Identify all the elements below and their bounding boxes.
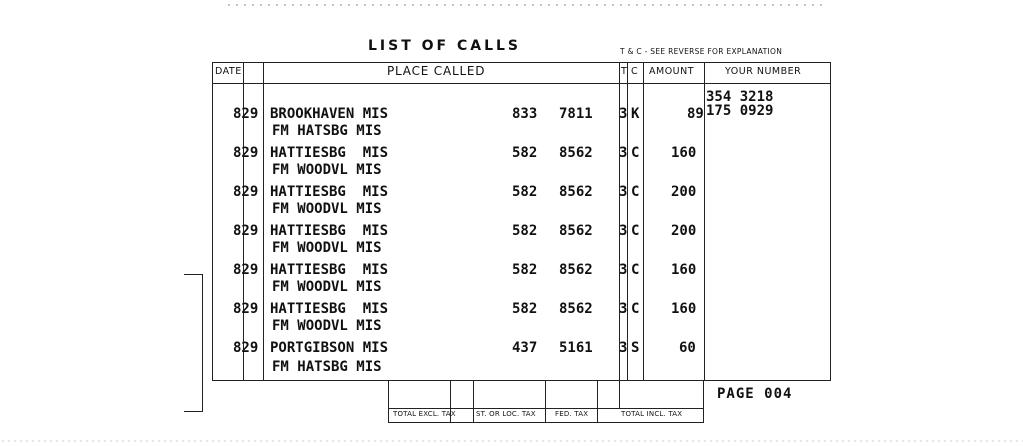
totals-divider — [619, 381, 620, 408]
header-amount: AMOUNT — [649, 66, 695, 77]
call-area-code: 582 — [512, 223, 538, 239]
call-from: FM WOODVL MIS — [272, 162, 382, 178]
call-place: BROOKHAVEN MIS — [270, 106, 389, 122]
call-place: PORTGIBSON MIS — [270, 340, 389, 356]
call-from: FM WOODVL MIS — [272, 318, 382, 334]
call-place: HATTIESBG MIS — [270, 301, 389, 317]
call-amount: 200 — [671, 223, 697, 239]
call-c: C — [631, 184, 640, 200]
call-c: K — [631, 106, 640, 122]
page-number: PAGE 004 — [717, 386, 793, 402]
col-rule-amount-end — [704, 63, 705, 380]
your-number-line-2: 175 0929 — [706, 103, 774, 119]
header-c: C — [631, 66, 639, 77]
totals-label-rule — [389, 408, 703, 409]
header-t: T — [621, 66, 628, 77]
call-number: 8562 — [559, 223, 593, 239]
top-dotted-edge — [225, 4, 825, 6]
call-number: 8562 — [559, 145, 593, 161]
call-number: 8562 — [559, 301, 593, 317]
totals-box — [388, 381, 704, 423]
label-total-incl-tax: TOTAL INCL. TAX — [621, 410, 683, 418]
call-area-code: 582 — [512, 301, 538, 317]
call-c: C — [631, 262, 640, 278]
totals-divider — [473, 381, 474, 423]
call-from: FM WOODVL MIS — [272, 201, 382, 217]
call-place: HATTIESBG MIS — [270, 223, 389, 239]
totals-divider — [597, 381, 598, 423]
call-place: HATTIESBG MIS — [270, 262, 389, 278]
label-st-loc-tax: ST. OR LOC. TAX — [476, 410, 536, 418]
call-from: FM WOODVL MIS — [272, 279, 382, 295]
call-number: 8562 — [559, 262, 593, 278]
call-date: 829 — [233, 145, 259, 161]
label-total-excl-tax: TOTAL EXCL. TAX — [393, 410, 456, 418]
col-rule-c-end — [643, 63, 644, 380]
header-your-number: YOUR NUMBER — [725, 66, 802, 77]
call-number: 8562 — [559, 184, 593, 200]
call-c: C — [631, 145, 640, 161]
calls-table — [212, 62, 831, 381]
call-area-code: 437 — [512, 340, 538, 356]
call-date: 829 — [233, 184, 259, 200]
totals-divider — [545, 381, 546, 423]
call-amount: 160 — [671, 262, 697, 278]
call-t: 3 — [619, 262, 628, 278]
call-t: 3 — [619, 301, 628, 317]
call-c: S — [631, 340, 640, 356]
call-from: FM HATSBG MIS — [272, 359, 382, 375]
call-t: 3 — [619, 145, 628, 161]
call-date: 829 — [233, 340, 259, 356]
call-area-code: 582 — [512, 145, 538, 161]
header-place-called: PLACE CALLED — [387, 64, 486, 78]
bottom-dotted-edge — [0, 440, 1023, 442]
call-from: FM WOODVL MIS — [272, 240, 382, 256]
call-date: 829 — [233, 262, 259, 278]
call-area-code: 582 — [512, 262, 538, 278]
call-date: 829 — [233, 106, 259, 122]
call-t: 3 — [619, 223, 628, 239]
call-date: 829 — [233, 223, 259, 239]
your-number-line-1: 354 3218 — [706, 89, 774, 105]
call-number: 7811 — [559, 106, 593, 122]
call-number: 5161 — [559, 340, 593, 356]
call-c: C — [631, 223, 640, 239]
call-c: C — [631, 301, 640, 317]
document-title: LIST OF CALLS — [368, 38, 522, 54]
call-date: 829 — [233, 301, 259, 317]
call-t: 3 — [619, 340, 628, 356]
call-t: 3 — [619, 184, 628, 200]
call-t: 3 — [619, 106, 628, 122]
call-amount: 160 — [671, 301, 697, 317]
margin-bracket — [184, 274, 203, 412]
call-area-code: 582 — [512, 184, 538, 200]
call-place: HATTIESBG MIS — [270, 184, 389, 200]
call-amount: 89 — [687, 106, 704, 122]
label-fed-tax: FED. TAX — [555, 410, 589, 418]
call-amount: 200 — [671, 184, 697, 200]
call-amount: 160 — [671, 145, 697, 161]
call-place: HATTIESBG MIS — [270, 145, 389, 161]
col-rule-date-end — [263, 63, 264, 380]
call-from: FM HATSBG MIS — [272, 123, 382, 139]
call-area-code: 833 — [512, 106, 538, 122]
header-date: DATE — [215, 66, 242, 77]
tc-explanation-note: T & C - SEE REVERSE FOR EXPLANATION — [620, 47, 783, 56]
call-amount: 60 — [679, 340, 696, 356]
header-rule — [213, 83, 830, 84]
